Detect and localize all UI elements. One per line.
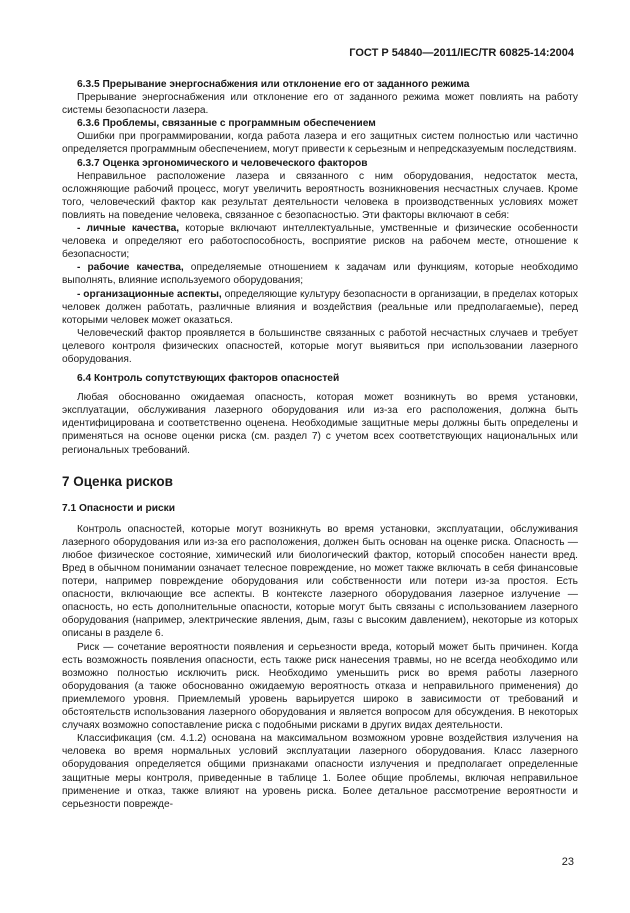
factor-term: - организационные аспекты, — [77, 288, 222, 300]
section-6-3-7-intro: Неправильное расположение лазера и связанного с ним оборудования, недостаток места, осложняющие рабочий процесс, могут увеличить вероятность возникновения несчастных случаев. Кроме того, человеческий фактор как результат деятельности человека в производственных условиях может повлиять на поведение человека, связанное с безопасностью. Эти факторы включают в себя: — [62, 170, 578, 221]
factor-term: - личные качества, — [77, 223, 180, 235]
document-body — [62, 78, 578, 811]
section-6-3-7-closing: Человеческий фактор проявляется в большинстве связанных с работой несчастных случаев и требует целевого контроля физических опасностей, которые могут выявиться при использовании лазерного оборудования. — [62, 327, 578, 365]
section-6-3-7-heading: 6.3.7 Оценка эргономического и человеческого факторов — [77, 157, 368, 169]
section-6-4-heading: 6.4 Контроль сопутствующих факторов опасностей — [77, 373, 340, 385]
page-number: 23 — [561, 856, 574, 868]
section-7-1-paragraph: Контроль опасностей, которые могут возникнуть во время установки, эксплуатации, обслуживания лазерного оборудования или из-за его расположения, должен быть основан на оценке риска. Опасность — любое физическое состояние, химический или биологический фактор, который способен нанести вред. Вред в обычном понимании означает телесное повреждение, но может также включать в себя финансовые потери, например повреждение оборудования или собственности или потери из-за простоя. Есть опасности, включающие все аспекты. В контексте лазерного оборудования лазерное излучение — опасность, но есть дополнительные опасности, которые могут быть связаны с использованием лазерного оборудования (например, электрические явления, дым, газы с высоким давлением), некоторые из которых описаны в разделе 6. — [62, 523, 578, 640]
section-7-heading: 7 Оценка рисков — [62, 473, 173, 489]
factor-item — [62, 288, 578, 327]
factor-item — [62, 222, 578, 261]
section-6-3-5-text: Прерывание энергоснабжения или отклонение его от заданного режима может повлиять на работу системы безопасности лазера. — [62, 92, 578, 117]
factor-text: определяемые отношением к задачам или функциям, которые необходимо выполнять, влияние используемого оборудования; — [62, 262, 578, 287]
factor-text: которые включают интеллектуальные, умственные и физические особенности человека и определяют его работоспособность, восприятие рисков на рабочем месте, отношение к безопасности; — [62, 223, 578, 261]
factor-term: - рабочие качества, — [77, 262, 184, 274]
document-header: ГОСТ Р 54840—2011/IEC/TR 60825-14:2004 — [349, 47, 574, 59]
factor-item — [62, 261, 578, 287]
section-7-1-paragraph: Риск — сочетание вероятности появления и серьезности вреда, который может быть причинен. Когда есть возможность появления опасности, есть также риск нанесения травмы, но не всегда необходимо или возможно полностью исключить риск. Необходимо уменьшить риск во время работы лазерного оборудования (а также обоснованно ожидаемую вероятность отказа и неправильного применения) до приемлемого уровня. Приемлемый уровень варьируется широко в зависимости от требований и обстоятельств использования лазерного оборудования и является вопросом для обсуждения. В некоторых случаях возможно сопоставление риска с подобными рисками в других видах деятельности. — [62, 641, 578, 732]
section-6-3-5-heading: 6.3.5 Прерывание энергоснабжения или отклонение его от заданного режима — [77, 79, 470, 90]
section-6-4-text: Любая обоснованно ожидаемая опасность, которая может возникнуть во время установки, эксплуатации, обслуживания лазерного оборудования или из-за его расположения, должна быть идентифицирована и соответственно оценена. Необходимые защитные меры должны быть определены и применяться на основе оценки риска (см. раздел 7) с учетом всех соответствующих национальных или региональных требований. — [62, 392, 578, 456]
section-6-3-6-text: Ошибки при программировании, когда работа лазера и его защитных систем полностью или частично определяется программным обеспечением, могут привести к серьезным и непредсказуемым последствиям. — [62, 131, 578, 156]
section-7-1-paragraph: Классификация (см. 4.1.2) основана на максимальном возможном уровне воздействия излучения на человека во время нормальных условий эксплуатации лазерного оборудования. Класс лазерного оборудования определяется общими признаками опасности излучения и предполагает определенные защитные меры контроля, приведенные в таблице 1. Более общие проблемы, включая неправильное применение и отказ, также влияют на уровень риска. Более детальное рассмотрение вероятности и серьезности поврежде- — [62, 733, 578, 810]
section-6-3-6-heading: 6.3.6 Проблемы, связанные с программным обеспечением — [77, 118, 376, 130]
factor-text: определяющие культуру безопасности в организации, в пределах которых человек должен работать, различные влияния и воздействия (реальные или предполагаемые), перед которыми человек может оказаться. — [62, 288, 578, 326]
section-7-1-heading: 7.1 Опасности и риски — [62, 502, 175, 514]
